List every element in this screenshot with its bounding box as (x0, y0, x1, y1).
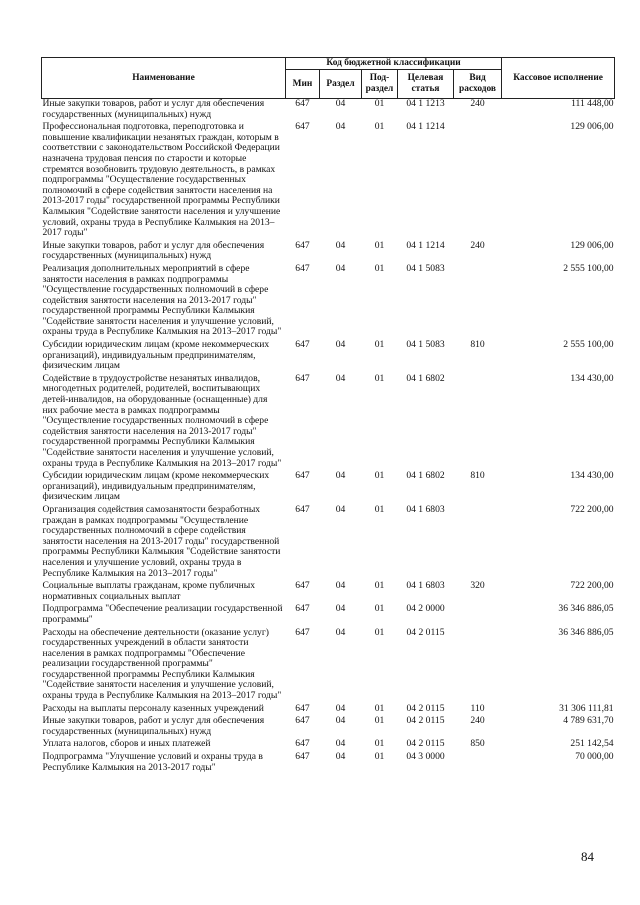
row-amount: 4 789 631,70 (563, 715, 614, 727)
row-expense-type: 810 (470, 339, 485, 351)
row-amount: 2 555 100,00 (563, 339, 614, 351)
row-amount: 36 346 886,05 (558, 603, 614, 615)
row-amount: 2 555 100,00 (563, 262, 614, 274)
table-row (42, 99, 615, 123)
row-section: 04 (335, 470, 346, 482)
table-row (42, 264, 615, 340)
table-header (42, 58, 615, 99)
table-row (42, 340, 615, 374)
page-number: 84 (581, 849, 594, 864)
row-expense-type (454, 374, 502, 471)
row-amount: 36 346 886,05 (558, 626, 614, 638)
row-target-item: 04 1 6803 (406, 503, 445, 515)
row-name: Реализация дополнительных мероприятий в сфере занятости населения в рамках подпрограммы "Осуществление государственных полномочий в сфере содействия занятости населения на 2013-2017 годы" государственной программы Республики Калмыкия "Содействие занятости населения и улучшение условий, охраны труда в Республике Калмыкия на 2013–2017 годы" (42, 262, 282, 338)
row-subsection: 01 (374, 580, 385, 592)
row-target-item: 04 3 0000 (406, 751, 445, 763)
row-name: Иные закупки товаров, работ и услуг для обеспечения государственных (муниципальных) нужд (42, 715, 265, 737)
row-amount: 722 200,00 (570, 503, 614, 515)
row-expense-type: 240 (470, 98, 485, 109)
header-code-group: Код бюджетной классификации (286, 58, 502, 70)
row-amount: 251 142,54 (570, 738, 614, 750)
row-section: 04 (335, 372, 346, 384)
row-amount: 111 448,00 (571, 98, 614, 109)
row-amount: 129 006,00 (570, 239, 614, 251)
row-section: 04 (335, 603, 346, 615)
row-target-item: 04 2 0115 (406, 702, 445, 714)
row-min: 647 (295, 121, 310, 133)
row-min: 647 (295, 603, 310, 615)
row-subsection: 01 (374, 751, 385, 763)
row-expense-type: 240 (470, 239, 485, 251)
row-subsection: 01 (374, 702, 385, 714)
row-expense-type: 240 (470, 715, 485, 727)
row-name: Субсидии юридическим лицам (кроме некоммерческих организаций), индивидуальным предпринимателям, физическим лицам (42, 470, 270, 503)
row-amount: 134 430,00 (570, 470, 614, 482)
row-subsection: 01 (374, 262, 385, 274)
row-min: 647 (295, 751, 310, 763)
row-target-item: 04 1 6802 (406, 372, 445, 384)
row-min: 647 (295, 738, 310, 750)
header-min: Мин (286, 70, 320, 99)
header-subsection: Под-раздел (362, 70, 398, 99)
row-min: 647 (295, 339, 310, 351)
row-subsection: 01 (374, 121, 385, 133)
row-target-item: 04 2 0115 (406, 715, 445, 727)
row-target-item: 04 2 0000 (406, 603, 445, 615)
table-row (42, 374, 615, 471)
header-cash: Кассовое исполнение (502, 58, 615, 99)
row-name: Подпрограмма "Улучшение условий и охраны труда в Республике Калмыкия на 2013-2017 годы" (42, 751, 263, 773)
row-min: 647 (295, 580, 310, 592)
row-target-item: 04 1 6803 (406, 580, 445, 592)
row-section: 04 (335, 702, 346, 714)
row-name: Субсидии юридическим лицам (кроме некоммерческих организаций), индивидуальным предпринимателям, физическим лицам (42, 339, 270, 372)
table-row (42, 471, 615, 505)
row-expense-type: 810 (470, 470, 485, 482)
row-subsection: 01 (374, 715, 385, 727)
table-row (42, 628, 615, 704)
row-name: Профессиональная подготовка, переподготовка и повышение квалификации незанятых граждан, которым в соответствии с законодательством Российской Федерации назначена трудовая пенсия по старости и которые стремятся возобновить трудовую деятельность, в рамках подпрограммы "Осуществление государственных полномочий в сфере содействия занятости населения на 2013-2017 годы" государственной программы Республики Калмыкия "Содействие занятости населения и улучшение условий, охраны труда в Республике Калмыкия на 2013–2017 годы" (42, 121, 281, 239)
row-min: 647 (295, 239, 310, 251)
row-min: 647 (295, 702, 310, 714)
row-expense-type: 320 (470, 580, 485, 592)
row-target-item: 04 1 1214 (406, 121, 445, 133)
row-expense-type (454, 752, 502, 775)
row-name: Расходы на выплаты персоналу казенных учреждений (42, 702, 264, 714)
row-subsection: 01 (374, 372, 385, 384)
row-amount: 134 430,00 (570, 372, 614, 384)
row-target-item: 04 1 6802 (406, 470, 445, 482)
row-name: Подпрограмма "Обеспечение реализации государственной программы" (42, 603, 283, 625)
row-subsection: 01 (374, 98, 385, 109)
row-expense-type (454, 604, 502, 627)
row-amount: 70 000,00 (575, 751, 614, 763)
row-name: Содействие в трудоустройстве незанятых инвалидов, многодетных родителей, родителей, воспитывающих детей-инвалидов, на оборудованные (оснащенные) для них рабочие места в рамках подпрограммы "Осуществление государственных полномочий в сфере содействия занятости населения на 2013-2017 годы" государственной программы Республики Калмыкия "Содействие занятости населения и улучшение условий, охраны труда в Республике Калмыкия на 2013–2017 годы" (42, 372, 282, 469)
row-name: Иные закупки товаров, работ и услуг для обеспечения государственных (муниципальных) нужд (42, 239, 265, 262)
row-subsection: 01 (374, 339, 385, 351)
row-min: 647 (295, 503, 310, 515)
table-row (42, 581, 615, 604)
table-row (42, 122, 615, 241)
table-row (42, 716, 615, 739)
row-min: 647 (295, 470, 310, 482)
header-name: Наименование (42, 58, 286, 99)
row-amount: 722 200,00 (570, 580, 614, 592)
row-min: 647 (295, 626, 310, 638)
table-body (42, 99, 615, 776)
row-section: 04 (335, 580, 346, 592)
row-name: Иные закупки товаров, работ и услуг для обеспечения государственных (муниципальных) нужд (42, 98, 265, 120)
row-expense-type: 850 (470, 738, 485, 750)
row-section: 04 (335, 626, 346, 638)
row-section: 04 (335, 738, 346, 750)
header-section: Раздел (320, 70, 362, 99)
row-name: Расходы на обеспечение деятельности (оказание услуг) государственных учреждений в области занятости населения в рамках подпрограммы "Обеспечение реализации государственной программы" государственной программы Республики Калмыкия "Содействие занятости населения и улучшение условий, охраны труда в Республике Калмыкия на 2013–2017 годы" (42, 626, 282, 702)
row-section: 04 (335, 121, 346, 133)
row-min: 647 (295, 715, 310, 727)
row-name: Организация содействия самозанятости безработных граждан в рамках подпрограммы "Осуществление государственных полномочий в сфере содействия занятости населения на 2013-2017 годы" государственной программы Республики Калмыкия "Содействие занятости населения и улучшение условий, охраны труда в Республике Калмыкия на 2013–2017 годы" (42, 503, 281, 579)
row-name: Социальные выплаты гражданам, кроме публичных нормативных социальных выплат (42, 580, 256, 602)
row-subsection: 01 (374, 738, 385, 750)
row-amount: 31 306 111,81 (559, 702, 614, 714)
budget-table (41, 57, 615, 775)
row-section: 04 (335, 751, 346, 763)
row-subsection: 01 (374, 239, 385, 251)
row-section: 04 (335, 98, 346, 109)
row-expense-type: 110 (470, 702, 485, 714)
row-min: 647 (295, 98, 310, 109)
row-target-item: 04 2 0115 (406, 626, 445, 638)
row-section: 04 (335, 262, 346, 274)
table-row (42, 752, 615, 775)
row-min: 647 (295, 262, 310, 274)
row-section: 04 (335, 503, 346, 515)
row-section: 04 (335, 239, 346, 251)
row-expense-type (454, 122, 502, 241)
header-expense-type: Вид расходов (454, 70, 502, 99)
row-target-item: 04 1 1213 (406, 98, 445, 109)
row-target-item: 04 1 5083 (406, 339, 445, 351)
row-subsection: 01 (374, 470, 385, 482)
row-target-item: 04 1 1214 (406, 239, 445, 251)
row-expense-type (454, 628, 502, 704)
row-subsection: 01 (374, 626, 385, 638)
row-target-item: 04 2 0115 (406, 738, 445, 750)
row-expense-type (454, 505, 502, 581)
row-section: 04 (335, 715, 346, 727)
row-min: 647 (295, 372, 310, 384)
table-row (42, 241, 615, 264)
table-row (42, 604, 615, 627)
header-target-item: Целевая статья (398, 70, 454, 99)
row-subsection: 01 (374, 603, 385, 615)
row-section: 04 (335, 339, 346, 351)
row-subsection: 01 (374, 503, 385, 515)
row-expense-type (454, 264, 502, 340)
row-amount: 129 006,00 (570, 121, 614, 133)
row-target-item: 04 1 5083 (406, 262, 445, 274)
row-name: Уплата налогов, сборов и иных платежей (42, 738, 211, 750)
table-row (42, 505, 615, 581)
